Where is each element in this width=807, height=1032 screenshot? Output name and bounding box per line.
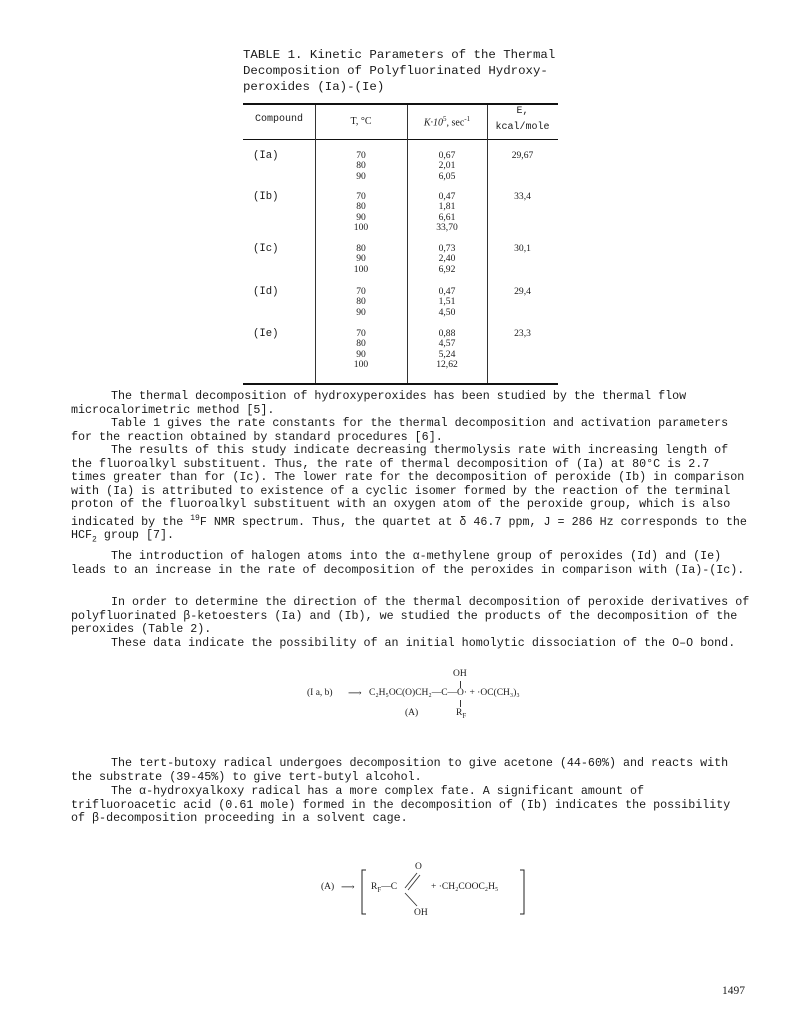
row-activation-energy: 33,4 <box>514 191 531 202</box>
row-activation-energy: 29,4 <box>514 286 531 297</box>
row-compound: (Id) <box>253 286 279 298</box>
row-rate-constants: 0,67 2,01 6,05 <box>438 150 456 182</box>
eq2-fragment <box>371 882 397 894</box>
table-bottom-rule <box>243 383 558 385</box>
table-caption: TABLE 1. Kinetic Parameters of the Thermal Decomposition of Polyfluorinated Hydroxy- peroxides (Ia)-(Ie) <box>243 48 556 94</box>
eq1-arrow: ⟶ <box>348 689 362 699</box>
eq2-fragment-tail: —C <box>381 882 398 892</box>
row-temperatures: 80 90 100 <box>353 243 369 275</box>
eq1-product: C₂H₅OC(O)CH₂—C—O· + ·OC(CH₃)₃ <box>369 688 520 698</box>
page-number: 1497 <box>722 985 745 997</box>
paragraph-tert-butoxy: The tert-butoxy radical undergoes decomposition to give acetone (44-60%) and reacts with the substrate (39-45%) to give tert-butyl alcohol. <box>71 756 729 784</box>
row-rate-constants: 0,47 1,81 6,61 33,70 <box>436 191 458 233</box>
eq1-hydroxyl: OH <box>453 669 467 679</box>
paragraph-hydroxyalkoxy: The α-hydroxyalkoxy radical has a more complex fate. A significant amount of trifluoroacetic acid (0.61 mole) formed in the decomposition of (Ib) indicates the possibility of β-decomposition proceeding in a solvent cage. <box>71 784 731 826</box>
row-compound: (Ib) <box>253 191 279 203</box>
row-compound: (Ia) <box>253 150 279 162</box>
eq2-radical: + ·CH₂COOC₂H₅ <box>431 882 499 892</box>
eq2-rf-symbol: R <box>371 882 378 892</box>
header-e-unit: kcal/mole <box>495 122 550 133</box>
eq2-carbonyl-oxygen: O <box>415 862 422 872</box>
row-compound: (Ic) <box>253 243 279 255</box>
results-text-c: group [7]. <box>96 528 175 543</box>
row-activation-energy: 29,67 <box>511 150 534 161</box>
header-activation-energy <box>487 106 558 133</box>
row-temperatures: 70 80 90 <box>356 150 366 182</box>
paragraph-direction: In order to determine the direction of the thermal decomposition of peroxide derivatives of polyfluorinated β-ketoesters (Ia) and (Ib), we studied the products of the decomposition of the peroxides (Table 2). <box>71 595 750 637</box>
eq1-label: (A) <box>405 708 419 718</box>
eq1-bond-down <box>460 700 461 707</box>
eq2-hydroxyl: OH <box>414 908 428 918</box>
eq2-reactant: (A) <box>321 882 335 892</box>
eq1-bond-up <box>460 681 461 688</box>
header-compound: Compound <box>254 114 303 125</box>
eq1-rf-group <box>456 708 466 720</box>
row-temperatures: 70 80 90 100 <box>353 191 369 233</box>
paragraph-halogen: The introduction of halogen atoms into the α-methylene group of peroxides (Id) and (Ie) leads to an increase in the rate of decomposition of the peroxides in comparison with (Ia)-(Ic). <box>71 549 745 577</box>
eq1-reactant: (I a, b) <box>307 688 333 698</box>
paragraph-table-intro: Table 1 gives the rate constants for the thermal decomposition and activation parameters for the reaction obtained by standard procedures [6]. <box>71 416 729 444</box>
header-e-symbol: E, <box>516 106 529 117</box>
header-k-base: K·10 <box>423 117 444 129</box>
results-superscript: 19 <box>190 513 200 523</box>
eq1-rf-subscript: F <box>462 711 467 720</box>
header-k-exp: -1 <box>464 115 471 123</box>
header-k-sup: 5 <box>443 115 447 123</box>
header-k-unit: , sec <box>446 117 465 129</box>
header-temperature: T, °C <box>350 116 372 127</box>
table-top-rule <box>243 103 558 105</box>
results-text-a: The results of this study indicate decreasing thermolysis rate with increasing length of the fluoroalkyl substituent. Thus, the rate of thermal decomposition of (Ia) at 80°C is 2.7 times greater than for (Ic). The lower rate for the decomposition of peroxide (Ib) in comparison with (Ia) is attributed to existence of a cyclic isomer formed by the reaction of the terminal proton of the fluoroalkyl substituent with an oxygen atom of the peroxide group, which is also indicated by the <box>71 443 745 529</box>
row-activation-energy: 23,3 <box>514 328 531 339</box>
table-header-rule <box>243 139 558 140</box>
row-rate-constants: 0,88 4,57 5,24 12,62 <box>436 328 458 370</box>
row-temperatures: 70 80 90 100 <box>353 328 369 370</box>
row-temperatures: 70 80 90 <box>356 286 366 318</box>
eq2-rf-subscript: F <box>377 885 382 894</box>
row-activation-energy: 30,1 <box>514 243 531 254</box>
row-compound: (Ie) <box>253 328 279 340</box>
row-rate-constants: 0,47 1,51 4,50 <box>438 286 456 318</box>
paragraph-homolytic: These data indicate the possibility of an initial homolytic dissociation of the O–O bond. <box>111 636 736 650</box>
eq1-rf-symbol: R <box>456 708 463 718</box>
paragraph-method: The thermal decomposition of hydroxyperoxides has been studied by the thermal flow microcalorimetric method [5]. <box>71 389 687 417</box>
results-subscript: 2 <box>92 535 97 545</box>
header-rate-constant <box>407 115 487 128</box>
results-text-b: F NMR spectrum. Thus, the quartet at δ 46.7 ppm, J = 286 Hz corresponds to the HCF <box>71 514 747 543</box>
eq2-arrow: ⟶ <box>341 883 355 893</box>
paragraph-results <box>71 444 751 547</box>
row-rate-constants: 0,73 2,40 6,92 <box>438 243 456 275</box>
